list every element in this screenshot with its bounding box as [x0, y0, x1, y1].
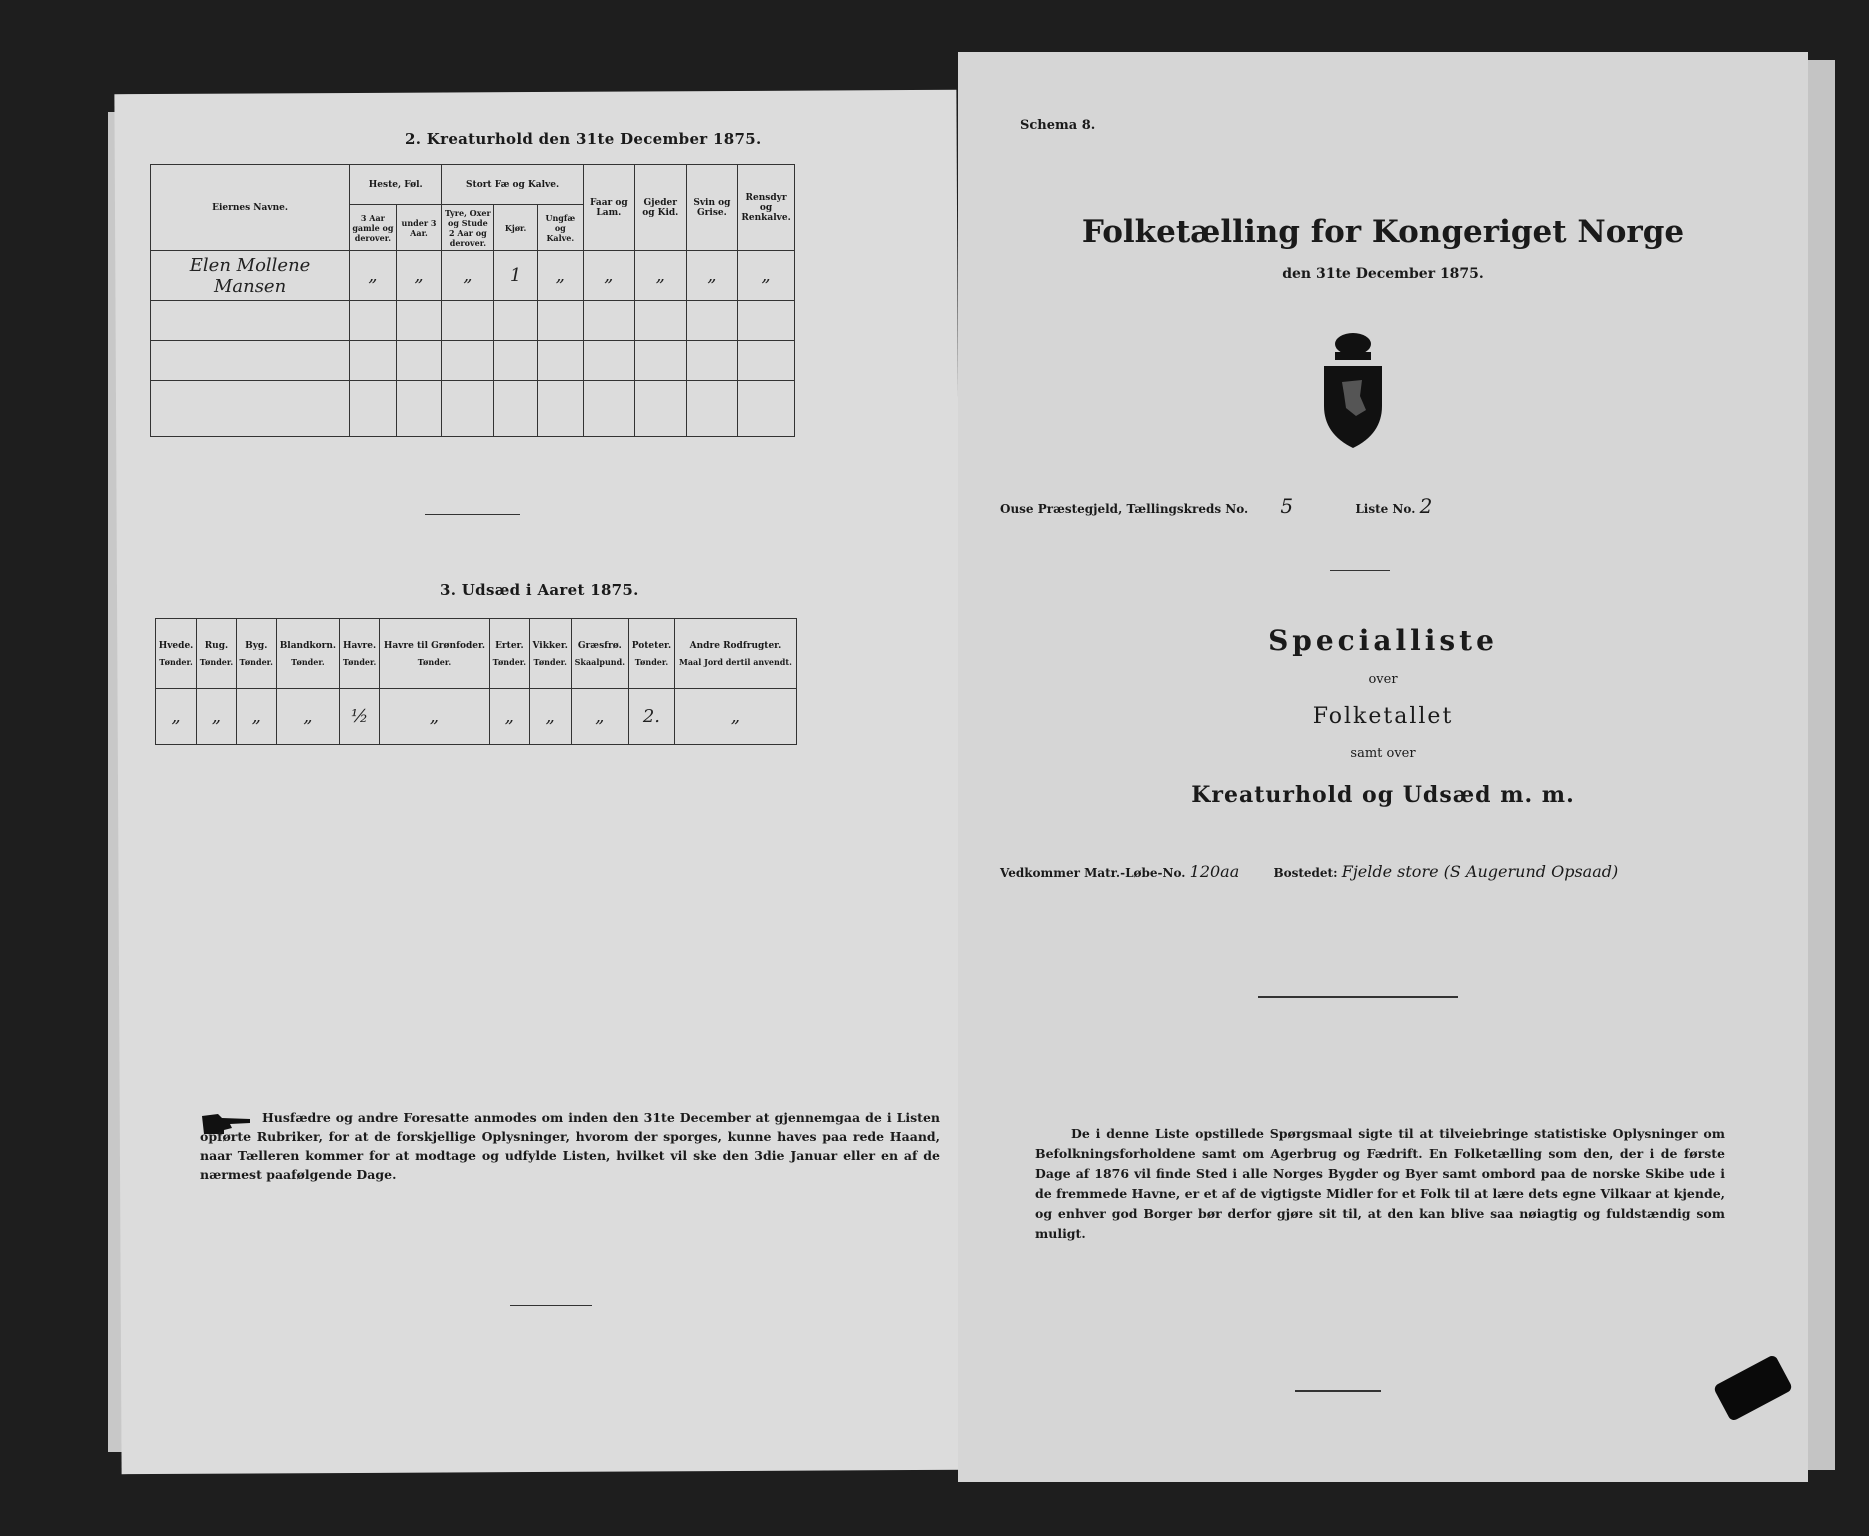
district-label: Tællingskreds No.: [1126, 502, 1249, 516]
seed-col-unit: Tønder.: [239, 656, 273, 667]
seed-col-header: [489, 619, 529, 689]
seed-col-unit: Tønder.: [533, 656, 567, 667]
seed-col-header: [571, 619, 628, 689]
col-pigs: Svin og Grise.: [686, 165, 737, 251]
seed-col-header: [276, 619, 340, 689]
parish-place: Ouse: [1000, 502, 1034, 516]
seed-value-cell: „: [529, 689, 571, 745]
col-owner: Eiernes Navne.: [151, 165, 350, 251]
folketallet-heading: Folketallet: [1312, 704, 1454, 729]
seed-col-name: Byg.: [245, 640, 268, 651]
seed-col-header: [674, 619, 796, 689]
seed-value-cell: „: [197, 689, 237, 745]
seed-col-unit: Tønder.: [342, 656, 377, 667]
divider: [1330, 570, 1390, 571]
specialliste-heading: Specialliste: [1268, 624, 1498, 657]
seed-col-name: Rug.: [204, 640, 229, 651]
seed-col-name: Vikker.: [532, 640, 568, 651]
seed-col-header: [197, 619, 237, 689]
matr-label: Vedkommer Matr.-Løbe-No.: [1000, 866, 1186, 880]
bosted-value: Fjelde store (S Augerund Opsaad): [1341, 862, 1619, 881]
seed-value-cell: „: [571, 689, 628, 745]
seed-table: [155, 618, 797, 745]
section3-title: 3. Udsæd i Aaret 1875.: [440, 581, 639, 599]
cell-reindeer: „: [738, 251, 795, 301]
district-no: 5: [1280, 494, 1294, 518]
seed-col-unit: Skaalpund.: [574, 656, 625, 667]
notice-body: Husfædre og andre Foresatte anmodes om inden den 31te December at gjennemgaa de i Listen opførte Rubriker, for at de forskjellige Oplysninger, hvorom der sporges, kunne haves paa rede Haand, naar Tælleren kommer for at modtage og udfylde Listen, hvilket vil ske den 3die Januar eller en af de nærmest paafølgende Dage.: [200, 1110, 940, 1182]
section2-title: 2. Kreaturhold den 31te December 1875.: [405, 130, 762, 148]
cell-horses-young: „: [396, 251, 442, 301]
seed-value-cell: ½: [340, 689, 380, 745]
matr-line: [1000, 862, 1780, 881]
group-cattle: Stort Fæ og Kalve.: [442, 165, 583, 205]
seed-col-unit: Tønder.: [492, 656, 527, 667]
schema-label: Schema 8.: [1020, 118, 1096, 133]
census-title: Folketælling for Kongeriget Norge: [1081, 214, 1685, 250]
seed-col-name: Hvede.: [158, 640, 194, 651]
matr-no: 120aa: [1189, 862, 1240, 881]
seed-col-name: Græsfrø.: [577, 640, 622, 651]
seed-value-cell: „: [276, 689, 340, 745]
sub-cows: Kjør.: [494, 205, 537, 251]
cell-bulls: „: [442, 251, 494, 301]
cell-goats: „: [634, 251, 686, 301]
seed-col-unit: Maal Jord dertil anvendt.: [679, 656, 792, 667]
table-row: [156, 689, 797, 745]
location-line: [1000, 494, 1432, 518]
seed-col-header: [529, 619, 571, 689]
cell-young: „: [537, 251, 583, 301]
kreaturhold-heading: Kreaturhold og Udsæd m. m.: [1191, 782, 1575, 808]
cell-pigs: „: [686, 251, 737, 301]
seed-col-name: Poteter.: [631, 640, 672, 651]
list-label: Liste No.: [1355, 502, 1416, 516]
seed-value-cell: 2.: [628, 689, 674, 745]
col-sheep: Faar og Lam.: [583, 165, 634, 251]
seed-col-unit: Tønder.: [417, 656, 452, 667]
samt-over-text: samt over: [1350, 746, 1416, 761]
group-horses: Heste, Føl.: [350, 165, 442, 205]
list-no: 2: [1419, 494, 1433, 518]
divider: [425, 514, 520, 515]
sub-bulls: Tyre, Oxer og Stude 2 Aar og derover.: [442, 205, 494, 251]
seed-value-cell: „: [489, 689, 529, 745]
seed-col-header: [156, 619, 197, 689]
sub-horses-old: 3 Aar gamle og derover.: [350, 205, 397, 251]
owner-name: Elen Mollene Mansen: [151, 251, 350, 301]
cell-sheep: „: [583, 251, 634, 301]
seed-col-header: [236, 619, 276, 689]
col-goats: Gjeder og Kid.: [634, 165, 686, 251]
seed-value-cell: „: [236, 689, 276, 745]
seed-col-name: Erter.: [495, 640, 524, 651]
notice-text: [200, 1108, 940, 1184]
seed-col-header: [379, 619, 489, 689]
seed-value-cell: „: [674, 689, 796, 745]
seed-col-unit: Tønder.: [199, 656, 234, 667]
seed-col-header: [340, 619, 380, 689]
seed-col-unit: Tønder.: [159, 656, 193, 667]
divider: [1258, 996, 1458, 998]
seed-col-name: Havre.: [342, 640, 377, 651]
cell-cows: 1: [494, 251, 537, 301]
col-reindeer: Rensdyr og Renkalve.: [738, 165, 795, 251]
seed-col-name: Andre Rodfrugter.: [689, 640, 782, 651]
seed-value-cell: „: [379, 689, 489, 745]
divider: [510, 1305, 592, 1306]
divider: [1295, 1390, 1381, 1392]
seed-value-cell: „: [156, 689, 197, 745]
cell-horses-old: „: [350, 251, 397, 301]
bosted-label: Bostedet:: [1273, 866, 1338, 880]
seed-col-unit: Tønder.: [634, 656, 669, 667]
table-row: [151, 381, 795, 437]
table-row: [151, 341, 795, 381]
parish-label: Præstegjeld,: [1037, 502, 1123, 516]
seed-col-name: Blandkorn.: [279, 640, 337, 651]
sub-young: Ungfæ og Kalve.: [537, 205, 583, 251]
sub-horses-young: under 3 Aar.: [396, 205, 442, 251]
table-row: [151, 301, 795, 341]
seed-col-name: Havre til Grønfoder.: [383, 640, 486, 651]
explanatory-text: De i denne Liste opstillede Spørgsmaal sigte til at tilveiebringe statistiske Oplysninger om Befolkningsforholdene samt om Agerbrug og Fædrift. En Folketælling som den, der i de første Dage af 1876 vil finde Sted i alle Norges Bygder og Byer samt ombord paa de norske Skibe ude i de fremmede Havne, er et af de vigtigste Midler for et Folk til at lære dets egne Vilkaar at kjende, og enhver god Borger bør derfor gjøre sit til, at den kan blive saa nøiagtig og fuldstændig som muligt.: [1035, 1126, 1725, 1241]
livestock-table: [150, 164, 795, 437]
coat-of-arms-icon: [1316, 330, 1390, 452]
seed-col-unit: Tønder.: [291, 656, 325, 667]
over-text: over: [1368, 672, 1398, 687]
seed-col-header: [628, 619, 674, 689]
census-subtitle: den 31te December 1875.: [1282, 266, 1484, 282]
table-row: [151, 251, 795, 301]
